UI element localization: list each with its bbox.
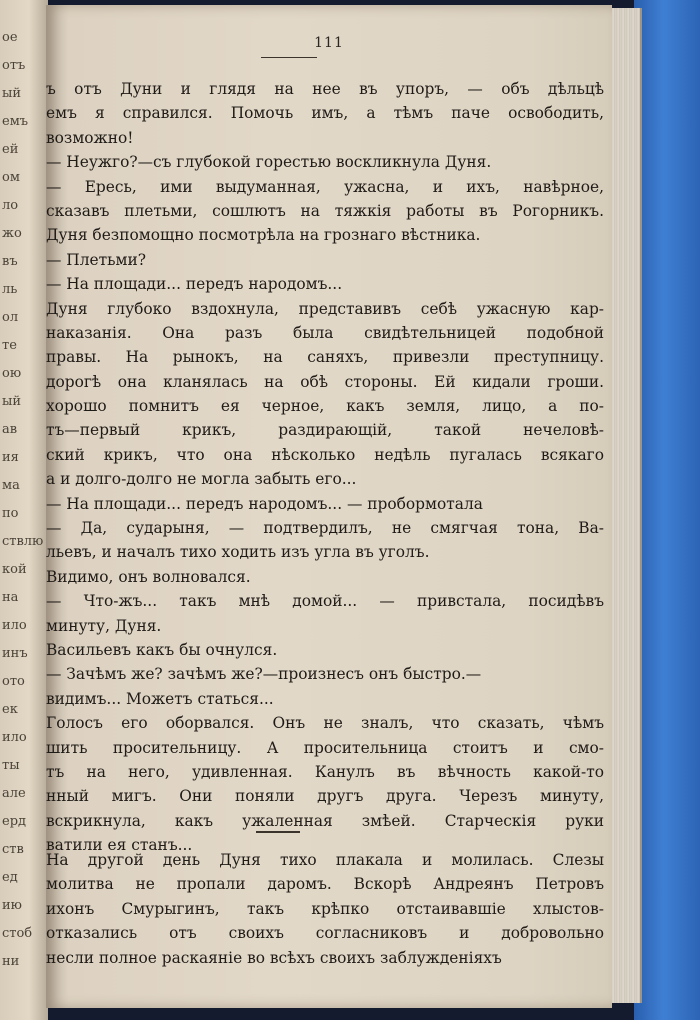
text-line: вскрикнула, какъ ужаленная змѣей. Старческія руки (46, 811, 604, 830)
left-page-fragment: въ (2, 254, 18, 269)
paragraph-2 (46, 848, 604, 970)
left-page-fragment: ств (2, 842, 24, 857)
text-line: хорошо помнитъ ея черное, какъ земля, лицо, а по- (46, 397, 604, 416)
left-page-fragment: ло (2, 198, 19, 213)
text-line: — Ересь, ими выдуманная, ужасна, и ихъ, навѣрное, (46, 177, 604, 196)
left-page-fragment: але (2, 786, 26, 801)
book-page (46, 5, 612, 1008)
left-page-fragment: ты (2, 758, 20, 773)
left-page-fragment: ом (2, 170, 20, 185)
left-page-fragment: стоб (2, 926, 33, 941)
left-page-fragment: ило (2, 730, 27, 745)
text-line: Голосъ его оборвался. Онъ не зналъ, что сказать, чѣмъ (46, 714, 604, 733)
text-line: ватили ея станъ... (46, 836, 193, 855)
text-line: сказавъ плетьми, сошлютъ на тяжкія работы въ Рогорникъ. (46, 201, 604, 220)
text-line: возможно! (46, 128, 134, 147)
text-line: наказанія. Она разъ была свидѣтельницей подобной (46, 323, 604, 342)
text-line: правы. На рынокъ, на саняхъ, привезли преступницу. (46, 348, 604, 367)
text-line: тъ на него, удивленная. Канулъ въ вѣчность какой-то (46, 762, 604, 781)
book-cover (634, 0, 700, 1020)
text-line: Видимо, онъ волновался. (46, 567, 251, 586)
text-line: отказались отъ своихъ согласниковъ и добровольно (46, 924, 604, 943)
text-line: дорогѣ она кланялась на обѣ стороны. Ей кидали гроши. (46, 372, 604, 391)
text-line: емъ я справился. Помочь имъ, а тѣмъ паче освободить, (46, 104, 604, 123)
text-line: нный мигъ. Они поняли другъ друга. Черезъ минуту, (46, 787, 604, 806)
text-line: ъ отъ Дуни и глядя на нее въ упоръ, — объ дѣльцѣ (46, 80, 604, 98)
text-line: Дуня безпомощно посмотрѣла на грознаго вѣстника. (46, 226, 481, 245)
left-page-fragment: ед (2, 870, 18, 885)
left-page-fragment: кой (2, 562, 27, 577)
left-page-fragment: ою (2, 366, 22, 381)
left-page-fragment: ия (2, 450, 19, 465)
text-line: — Да, сударыня, — подтвердилъ, не смягчая тона, Ва- (46, 519, 604, 538)
text-line: — На площади... передъ народомъ... — пробормотала (46, 494, 483, 513)
text-line: Дуня глубоко вздохнула, представивъ себѣ ужасную кар- (46, 299, 604, 318)
left-page-fragment: ию (2, 898, 22, 913)
page-number-rule (261, 57, 317, 58)
left-page-fragment: жо (2, 226, 22, 241)
text-line: ихонъ Смурыгинъ, такъ крѣпко отстаивавшіе хлыстов- (46, 899, 604, 918)
text-line: На другой день Дуня тихо плакала и молилась. Слезы (46, 851, 604, 869)
page-edges (610, 8, 642, 1003)
text-line: — Что-жъ... такъ мнѣ домой... — привстала, посидѣвъ (46, 592, 604, 611)
text-line: льевъ, и началъ тихо ходить изъ угла въ уголъ. (46, 543, 430, 562)
left-page-fragment: ни (2, 954, 20, 969)
left-page-fragment: отъ (2, 58, 26, 73)
left-page-fragment: ствлю (2, 534, 44, 549)
page-number: 111 (314, 35, 344, 51)
left-page-fragment: на (2, 590, 19, 605)
section-divider (256, 831, 300, 833)
left-page-fragment: ое (2, 30, 18, 45)
left-page-fragment: емъ (2, 114, 29, 129)
text-line: минуту, Дуня. (46, 616, 162, 635)
paragraph-1 (46, 77, 604, 858)
left-page-fragment: ек (2, 702, 18, 717)
left-page-fragment: ав (2, 422, 18, 437)
text-line: ский крикъ, что она нѣсколько недѣль пугалась всякаго (46, 445, 604, 464)
text-line: молитва не пропали даромъ. Вскорѣ Андреянъ Петровъ (46, 875, 604, 894)
text-line: — Неужго?—съ глубокой горестью воскликнула Дуня. (46, 153, 492, 172)
text-line: — Зачѣмъ же? зачѣмъ же?—произнесъ онъ быстро.— (46, 665, 482, 684)
left-page-fragment: ма (2, 478, 20, 493)
text-line: видимъ... Можетъ статься... (46, 689, 274, 708)
text-line: шить просительницу. А просительница стоитъ и смо- (46, 738, 604, 757)
left-page-fragment: ый (2, 394, 22, 409)
left-page-fragment: те (2, 338, 17, 353)
text-line: — Плетьми? (46, 250, 146, 269)
text-line: несли полное раскаяніе во всѣхъ своихъ заблужденіяхъ (46, 948, 502, 967)
left-facing-page (0, 0, 48, 1020)
left-page-fragment: ол (2, 310, 19, 325)
left-page-fragment: по (2, 506, 19, 521)
left-page-fragment: ото (2, 674, 25, 689)
left-page-fragment: ль (2, 282, 18, 297)
left-page-fragment: ей (2, 142, 19, 157)
left-page-fragment: ило (2, 618, 27, 633)
text-line: Васильевъ какъ бы очнулся. (46, 640, 278, 659)
left-page-fragment: ерд (2, 814, 27, 829)
left-page-fragment: ый (2, 86, 22, 101)
left-page-fragment: инъ (2, 646, 28, 661)
text-line: тъ—первый крикъ, раздирающій, такой нечеловѣ- (46, 421, 604, 440)
text-line: а и долго-долго не могла забыть его... (46, 470, 357, 489)
text-line: — На площади... передъ народомъ... (46, 275, 343, 294)
